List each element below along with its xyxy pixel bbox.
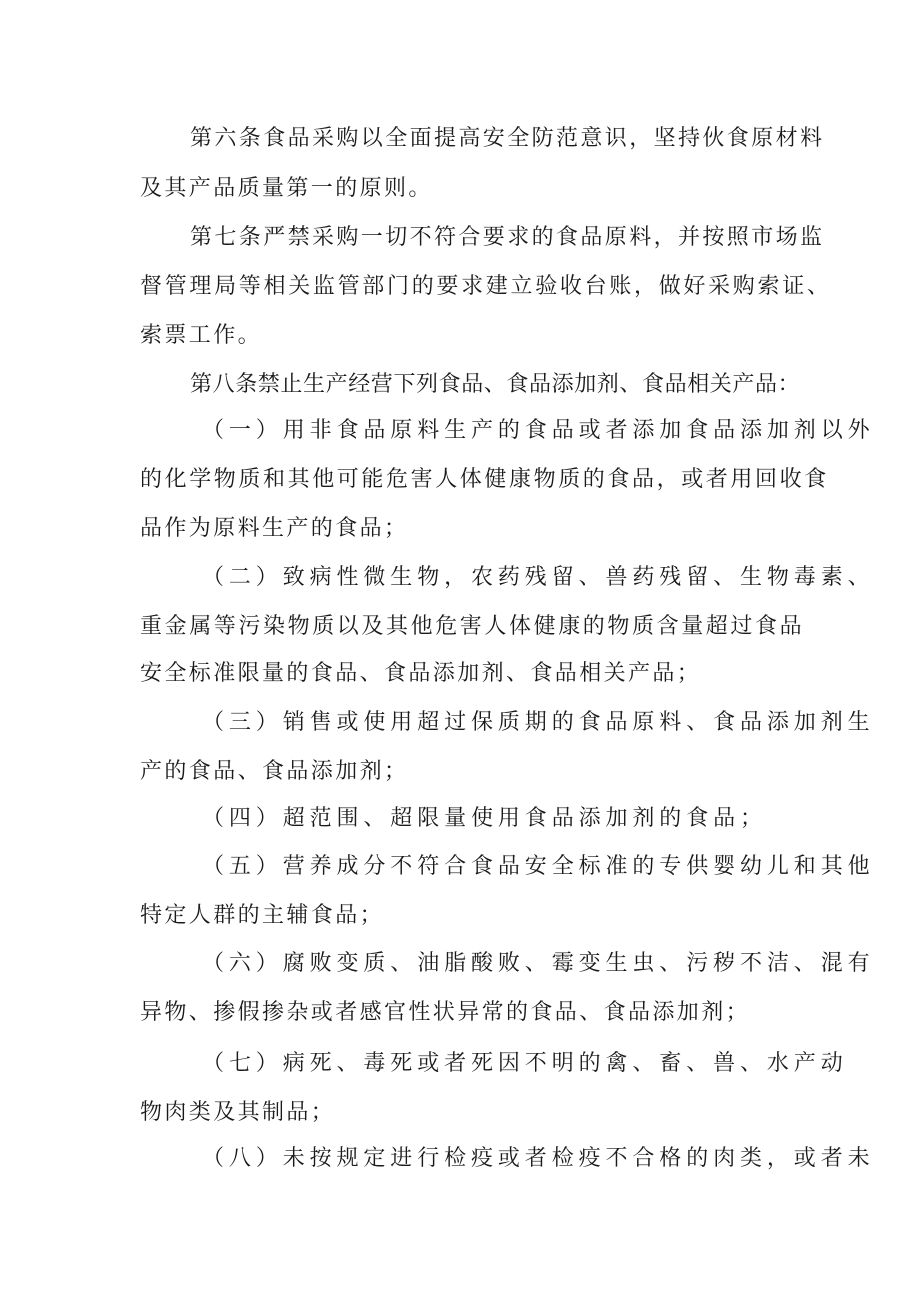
- item-2-line-2: 重金属等污染物质以及其他危害人体健康的物质含量超过食品: [140, 614, 805, 639]
- item-3-line-2: 产的食品、食品添加剂；: [140, 759, 409, 784]
- article-7-line-2: 督管理局等相关监管部门的要求建立验收台账，做好采购索证、: [140, 274, 832, 299]
- item-2-line-1: （二）致病性微生物，农药残留、兽药残留、生物毒素、: [202, 565, 875, 590]
- item-6-line-1: （六）腐败变质、油脂酸败、霉变生虫、污秽不洁、混有: [202, 951, 875, 976]
- item-3-line-1: （三）销售或使用超过保质期的食品原料、食品添加剂生: [202, 710, 875, 735]
- item-7-line-2: 物肉类及其制品；: [140, 1100, 336, 1125]
- item-5-line-2: 特定人群的主辅食品；: [140, 903, 385, 928]
- article-6-line-2: 及其产品质量第一的原则。: [140, 176, 433, 201]
- item-8-line-1: （八）未按规定进行检疫或者检疫不合格的肉类，或者未: [202, 1146, 875, 1171]
- item-2-line-3: 安全标准限量的食品、食品添加剂、食品相关产品；: [140, 661, 702, 686]
- article-8-intro: 第八条禁止生产经营下列食品、食品添加剂、食品相关产品：: [190, 372, 801, 397]
- item-1-line-1: （一）用非食品原料生产的食品或者添加食品添加剂以外: [202, 418, 875, 443]
- item-5-line-1: （五）营养成分不符合食品安全标准的专供婴幼儿和其他: [202, 854, 875, 879]
- item-1-line-3: 品作为原料生产的食品；: [140, 516, 409, 541]
- article-7-line-3: 索票工作。: [140, 323, 263, 348]
- item-4-line-1: （四）超范围、超限量使用食品添加剂的食品；: [202, 806, 767, 831]
- item-1-line-2: 的化学物质和其他可能危害人体健康物质的食品，或者用回收食: [140, 467, 829, 492]
- item-6-line-2: 异物、掺假掺杂或者感官性状异常的食品、食品添加剂；: [140, 1000, 751, 1025]
- article-7-line-1: 第七条严禁采购一切不符合要求的食品原料，并按照市场监: [190, 225, 825, 250]
- item-7-line-1: （七）病死、毒死或者死因不明的禽、畜、兽、水产动: [202, 1051, 848, 1076]
- article-6-line-1: 第六条食品采购以全面提高安全防范意识，坚持伙食原材料: [190, 126, 825, 151]
